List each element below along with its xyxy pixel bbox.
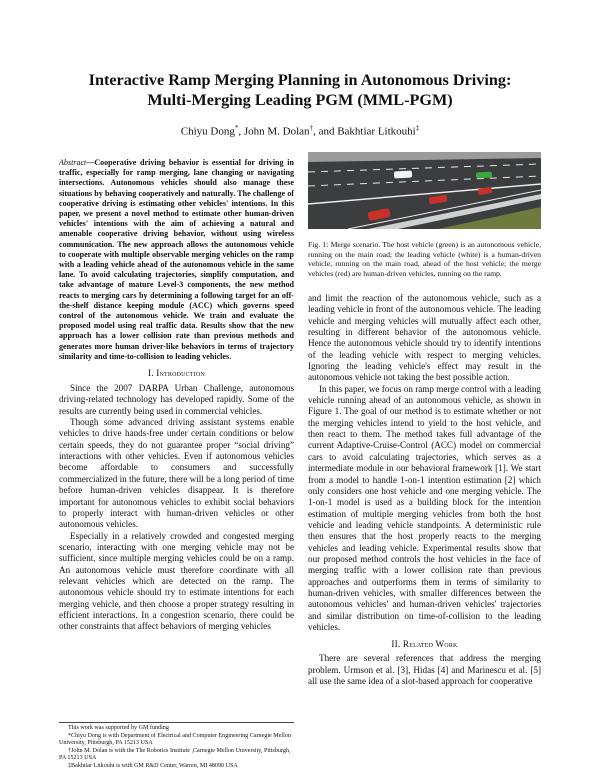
author-1-mark: * (234, 124, 239, 132)
author-3-mark: ‡ (415, 124, 420, 132)
title-line-1: Interactive Ramp Merging Planning in Autonomous Driving: (88, 71, 512, 89)
footnote-author-3: ‡Bakhtiar Litkouhi is with GM R&D Center, Warren, MI 48090 USA (68, 762, 238, 769)
right-paragraph-2: In this paper, we focus on ramp merge control with a leading vehicle running ahead of an autonomous vehicle, as shown in Figure 1. The goal of our method is to estimate whether or not the merging vehicles intend to yield to the host vehicle, and then react to them. The method takes full advantage of the current Adaptive-Cruise-Control (ACC) model on commercial cars to avoid calculating trajectories, which serves as a intermediate module in our behavioral framework [1]. We start from a model to handle 1-on-1 intention estimation [2] which only considers one host vehicle and one merging vehicle. The 1-on-1 model is used as a building block for the intention estimation of multiple merging vehicles from both the host vehicle and leading vehicle standpoints. A deterministic rule then ensures that the host properly reacts to the merging vehicles and leading vehicle. Experimental results show that our proposed method controls the host vehicles in the face of merging traffic with a lower collision rate than previous approaches and outperforms them in terms of similarity to human-driven vehicles, with smaller differences between the autonomous vehicles' and human-driven vehicles' trajectories and similar distribution on time-of-collision to the leading vehicles. (308, 383, 541, 632)
footnote-author-2: †John M. Dolan is with the The Robotics Institute ,Carnegie Mellon University, Pittsburgh, PA 15213 USA (59, 747, 291, 762)
footnotes (59, 722, 294, 771)
title-line-2: Multi-Merging Leading PGM (MML-PGM) (147, 91, 453, 109)
section-1-heading: I. Introduction (147, 368, 206, 379)
intro-paragraph-2: Though some advanced driving assistant systems enable vehicles to drive hands-free under certain conditions or below certain speeds, they do not guarantee proper “social driving” interactions with other vehicles. Even if autonomous vehicles become affordable to consumers and successfully commercialized in the future, there will be a long period of time before human-driven vehicles disappear. It is therefore important for autonomous vehicles to exhibit social behaviors to properly interact with human-driven vehicles or other autonomous vehicles. (59, 417, 294, 530)
figure-merge-scenario (308, 152, 541, 229)
right-column (308, 293, 541, 687)
abstract-text: —Cooperative driving behavior is essential for driving in traffic, especially for ramp merging, lane changing or navigating intersections. Autonomous vehicles should also manage these situations by behaving cooperatively and naturally. The challenge of cooperative driving is estimating other vehicles' intentions. In this paper, we present a novel method to estimate other human-driven vehicles' intentions with the aim of achieving a natural and amenable cooperative driving behavior, without using wireless communication. The new approach allows the autonomous vehicle to cooperate with multiple observable merging vehicles on the ramp with a leading vehicle ahead of the autonomous vehicle in the same lane. To avoid calculating trajectories, simplify computation, and take advantage of mature Level-3 components, the new method reacts to merging cars by determining a following target for an off-the-shelf distance keeping module (ACC) which governs speed control of the autonomous vehicle. We train and evaluate the proposed model using real traffic data. Results show that the new approach has a lower collision rate than previous methods and generates more human driver-like behaviors in terms of trajectory similarity and time-to-collision to leading vehicles. (59, 158, 294, 361)
left-column (59, 158, 294, 633)
author-2-mark: † (309, 124, 314, 132)
author-2: , John M. Dolan (238, 125, 310, 138)
author-1: Chiyu Dong (180, 125, 235, 138)
abstract-lead: Abstract (59, 158, 87, 167)
merge-scenario-image (308, 152, 541, 229)
footnote-author-1: *Chiyu Dong is with Department of Electrical and Computer Engineering Carnegie Mellon University, Pittsburgh, PA 15213 USA (59, 732, 291, 747)
right-paragraph-1: and limit the reaction of the autonomous vehicle, such as a leading vehicle in front of the autonomous vehicle. The leading vehicle and merging vehicles will mutually affect each other, resulting in different behavior of the autonomous vehicle. Hence the autonomous vehicle should try to identify intentions of the leading vehicle with respect to merging vehicles. Ignoring the leading vehicle's effect may result in the autonomous vehicle not taking the best possible action. (308, 293, 541, 383)
leading-vehicle (394, 171, 412, 179)
figure-caption: Fig. 1: Merge scenario. The host vehicle (green) is an autonomous vehicle, running on the main road; the leading vehicle (white) is a human-driven vehicle, running on the main road, ahead of the host vehicle; the merge vehicles (red) are human-driven vehicles, running on the ramp. (308, 240, 541, 278)
related-paragraph-1: There are several references that address the merging problem. Urmson et al. [3], Hidas [4] and Marinescu et al. [5] all use the same idea of a slot-based approach for cooperative (308, 653, 541, 686)
footnote-funding: This work was supported by GM funding (68, 725, 169, 731)
host-vehicle (476, 172, 492, 179)
author-list (40, 124, 560, 138)
paper-title (40, 70, 560, 110)
section-2-heading: II. Related Work (391, 639, 458, 650)
intro-paragraph-3: Especially in a relatively crowded and congested merging scenario, interacting with one merging vehicle may not be sufficient, since multiple merging vehicles could be on a ramp. An autonomous vehicle must therefore coordinate with all relevant vehicles which are detected on the ramp. The autonomous vehicle should try to estimate intentions for each merging vehicle, and then choose a proper strategy resulting in efficient interactions. In a congestion scenario, there could be other constraints that affect behaviors of merging vehicles (59, 530, 294, 632)
author-3: , and Bakhtiar Litkouhi (313, 125, 416, 138)
intro-paragraph-1: Since the 2007 DARPA Urban Challenge, autonomous driving-related technology has developed rapidly. Some of the results are currently being used in commercial vehicles. (59, 383, 294, 416)
abstract (59, 158, 294, 362)
